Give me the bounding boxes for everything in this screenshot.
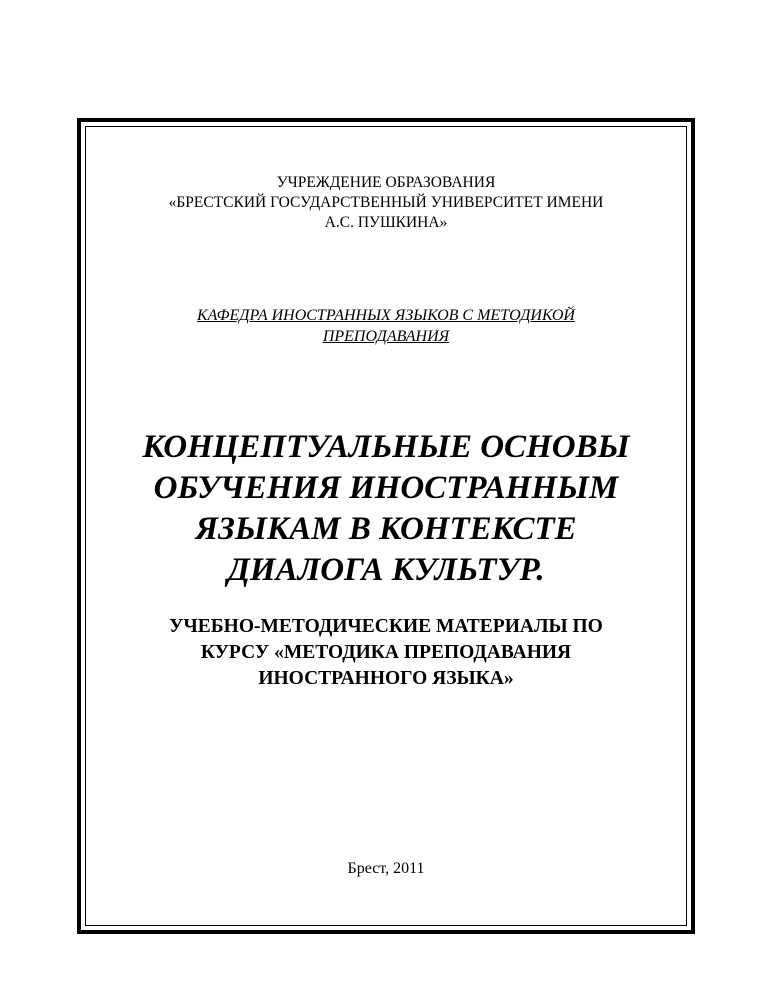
institution-header	[86, 173, 686, 233]
place-and-year	[86, 859, 686, 879]
document-subtitle	[86, 614, 686, 692]
institution-line-2: «БРЕСТСКИЙ ГОСУДАРСТВЕННЫЙ УНИВЕРСИТЕТ ИМЕНИ	[168, 194, 604, 211]
department-line-2: ПРЕПОДАВАНИЯ	[322, 328, 450, 345]
institution-line-1: УЧРЕЖДЕНИЕ ОБРАЗОВАНИЯ	[276, 174, 496, 191]
subtitle-line-3: ИНОСТРАННОГО ЯЗЫКА»	[258, 668, 514, 689]
title-line-4: ДИАЛОГА КУЛЬТУР.	[227, 552, 545, 588]
place-year-text: Брест, 2011	[347, 860, 425, 877]
department-line-1: КАФЕДРА ИНОСТРАННЫХ ЯЗЫКОВ С МЕТОДИКОЙ	[197, 307, 575, 324]
subtitle-line-2: КУРСУ «МЕТОДИКА ПРЕПОДАВАНИЯ	[200, 642, 572, 663]
page-border-inner	[85, 126, 687, 926]
page-border-outer	[77, 118, 695, 934]
title-line-1: КОНЦЕПТУАЛЬНЫЕ ОСНОВЫ	[142, 429, 630, 465]
department-name	[86, 305, 686, 347]
subtitle-line-1: УЧЕБНО-МЕТОДИЧЕСКИЕ МАТЕРИАЛЫ ПО	[169, 616, 603, 637]
title-line-2: ОБУЧЕНИЯ ИНОСТРАННЫМ	[153, 470, 619, 506]
document-title	[106, 427, 666, 591]
institution-line-3: А.С. ПУШКИНА»	[324, 214, 448, 231]
title-line-3: ЯЗЫКАМ В КОНТЕКСТЕ	[195, 511, 577, 547]
